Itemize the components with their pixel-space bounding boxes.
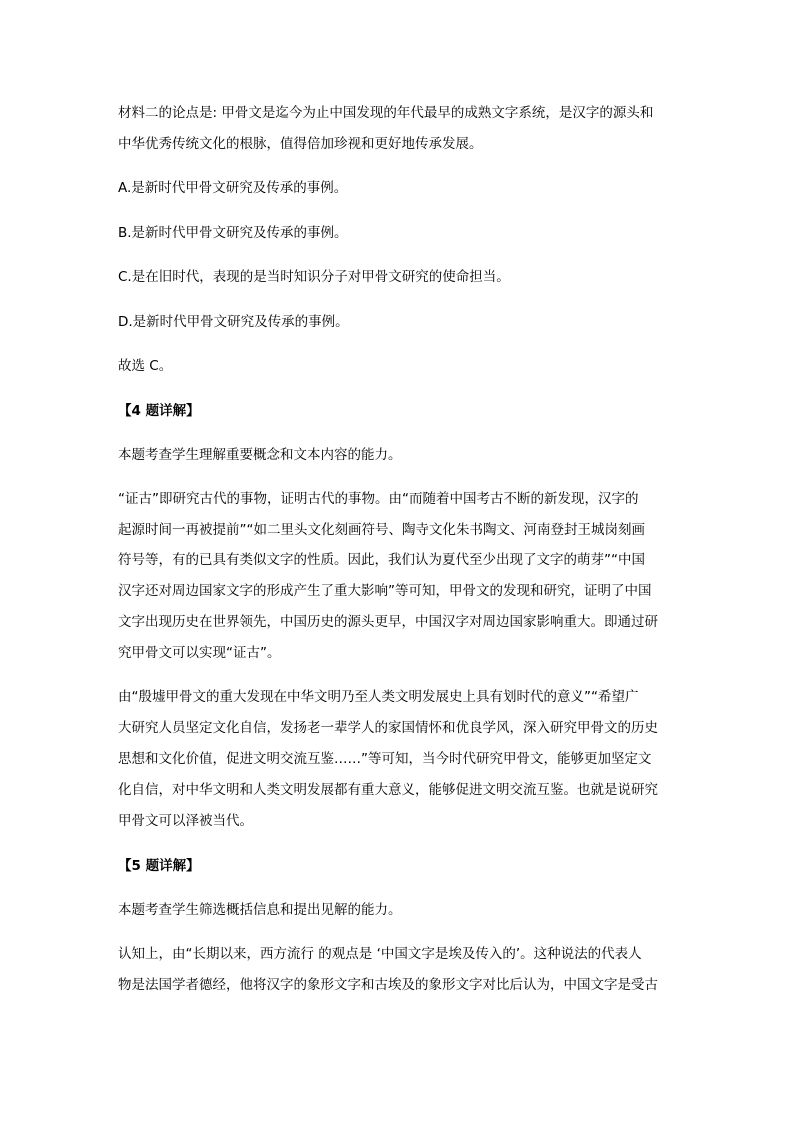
option-d: D.是新时代甲骨文研究及传承的事例。 [118, 314, 349, 330]
paragraph-line: 本题考查学生筛选概括信息和提出见解的能力。 [118, 902, 402, 918]
paragraph-line: 思想和文化价值，促进文明交流互鉴……”等可知，当今时代研究甲骨文，能够更加坚定文 [118, 751, 652, 767]
paragraph-line: 甲骨文可以泽被当代。 [118, 813, 253, 829]
paragraph-line: 由“殷墟甲骨文的重大发现在中华文明乃至人类文明发展史上具有划时代的意义”“希望广 [118, 689, 639, 705]
paragraph-line: 化自信，对中华文明和人类文明发展都有重大意义，能够促进文明交流互鉴。也就是说研究 [118, 782, 658, 798]
paragraph-line: 物是法国学者德经，他将汉字的象形文字和古埃及的象形文字对比后认为，中国文字是受古 [118, 977, 658, 993]
paragraph-line: 汉字还对周边国家文字的形成产生了重大影响”等可知，甲骨文的发现和研究，证明了中国 [118, 583, 652, 599]
option-c: C.是在旧时代，表现的是当时知识分子对甲骨文研究的使命担当。 [118, 269, 510, 285]
section-heading-4: 【4 题详解】 [118, 403, 200, 419]
paragraph-line: 材料二的论点是: 甲骨文是迄今为止中国发现的年代最早的成熟文字系统，是汉字的源头和 [118, 105, 654, 121]
paragraph-line: 本题考查学生理解重要概念和文本内容的能力。 [118, 447, 402, 463]
paragraph-line: 符号等，有的已具有类似文字的性质。因此，我们认为夏代至少出现了文字的萌芽”“中国 [118, 552, 645, 568]
paragraph-line: 起源时间一再被提前”“如二里头文化刻画符号、陶寺文化朱书陶文、河南登封王城岗刻画 [118, 522, 645, 538]
paragraph-line: 中华优秀传统文化的根脉，值得倍加珍视和更好地传承发展。 [118, 136, 483, 152]
paragraph-line: “证古”即研究古代的事物，证明古代的事物。由“而随着中国考古不断的新发现，汉字的 [118, 491, 639, 507]
paragraph-line: 究甲骨文可以实现“证古”。 [118, 645, 281, 661]
paragraph-line: 认知上，由“长期以来，西方流行 的观点是 ‘中国文字是埃及传入的’。这种说法的代表人 [118, 946, 642, 962]
paragraph-line: 大研究人员坚定文化自信，发扬老一辈学人的家国情怀和优良学风，深入研究甲骨文的历史 [118, 720, 658, 736]
section-heading-5: 【5 题详解】 [118, 858, 200, 874]
option-a: A.是新时代甲骨文研究及传承的事例。 [118, 180, 348, 196]
answer-line: 故选 C。 [118, 358, 173, 374]
option-b: B.是新时代甲骨文研究及传承的事例。 [118, 225, 348, 241]
paragraph-line: 文字出现历史在世界领先，中国历史的源头更早，中国汉字对周边国家影响重大。即通过研 [118, 614, 658, 630]
